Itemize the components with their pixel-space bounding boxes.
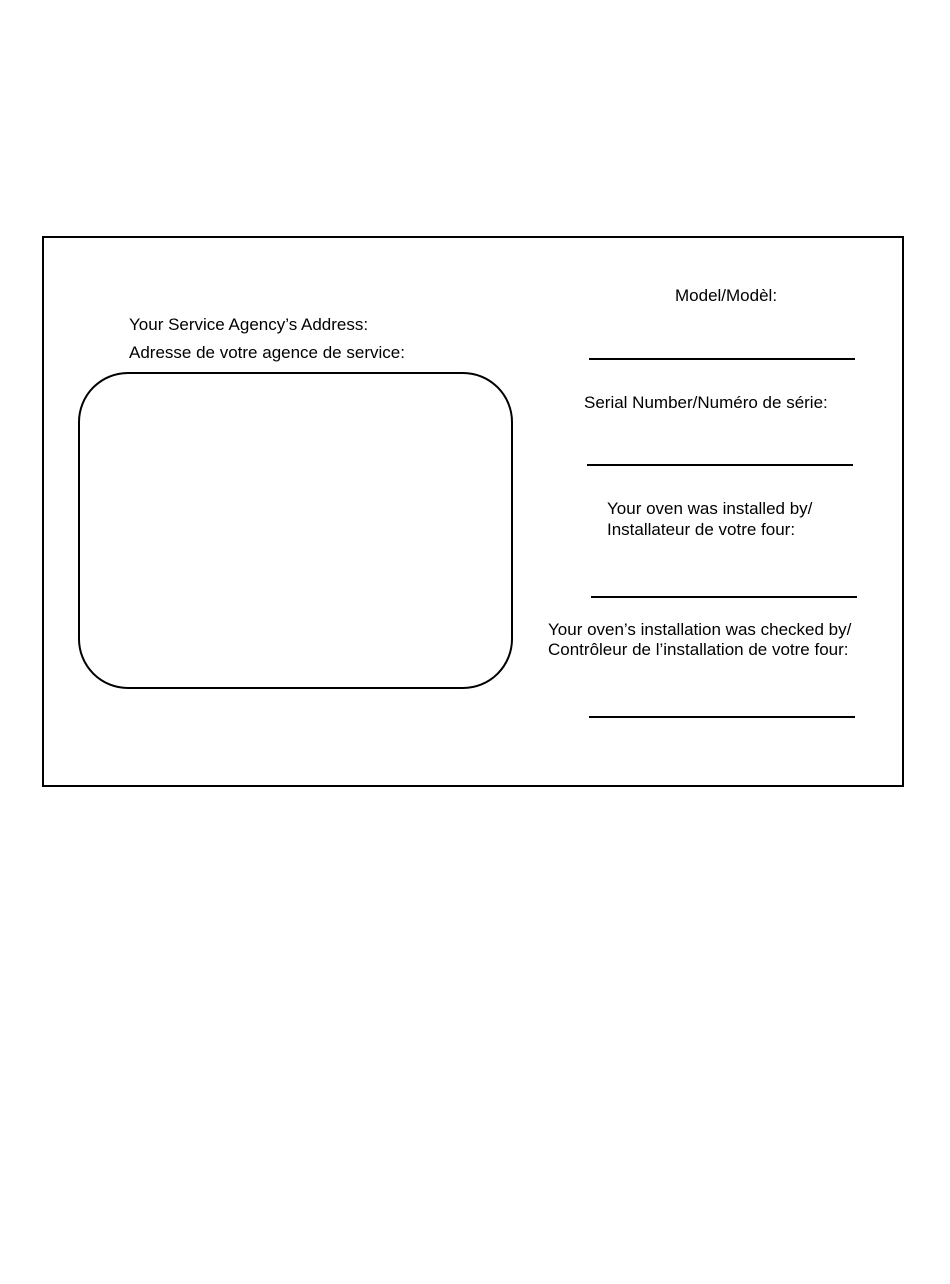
installed-by-entry-line[interactable] <box>591 596 857 598</box>
address-label-en: Your Service Agency’s Address: <box>129 315 369 334</box>
serial-number-entry-line[interactable] <box>587 464 853 466</box>
address-label-fr: Adresse de votre agence de service: <box>129 343 405 362</box>
checked-by-label-fr: Contrôleur de l’installation de votre four: <box>548 640 849 659</box>
checked-by-label-en: Your oven’s installation was checked by/ <box>548 620 852 639</box>
checked-by-entry-line[interactable] <box>589 716 855 718</box>
model-entry-line[interactable] <box>589 358 855 360</box>
installed-by-label-en: Your oven was installed by/ <box>607 499 813 518</box>
service-agency-address-box[interactable] <box>78 372 513 689</box>
model-label: Model/Modèl: <box>675 286 778 305</box>
installed-by-label-fr: Installateur de votre four: <box>607 520 796 539</box>
serial-number-label: Serial Number/Numéro de série: <box>584 393 828 412</box>
